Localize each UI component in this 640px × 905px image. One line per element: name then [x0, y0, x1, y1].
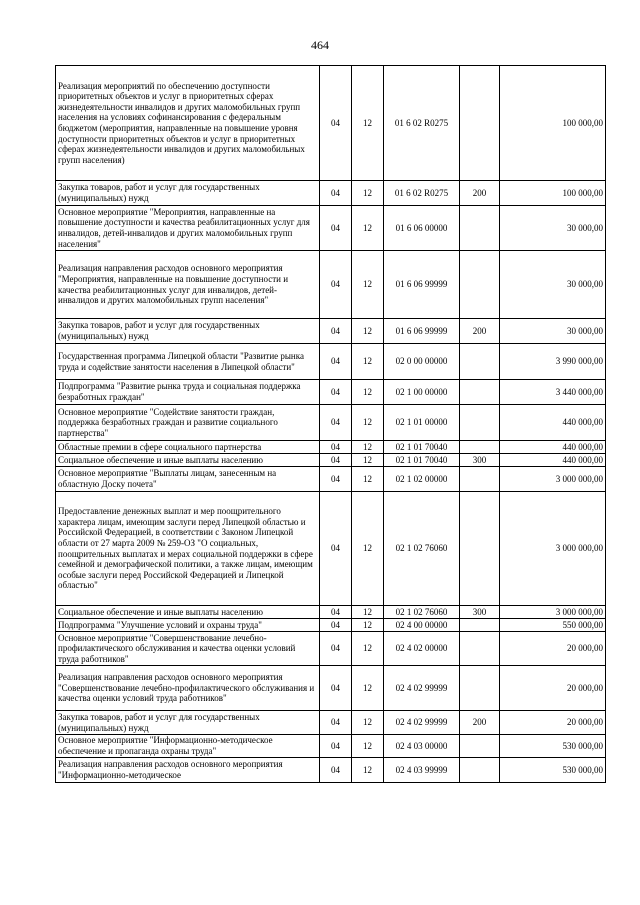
- section-code-cell: 04: [320, 606, 352, 619]
- section-code-cell: 04: [320, 66, 352, 181]
- subsection-code-cell: 12: [352, 380, 384, 405]
- expense-type-cell: [460, 251, 500, 319]
- expense-type-cell: [460, 344, 500, 380]
- amount-cell: 20 000,00: [500, 711, 606, 735]
- purpose-cell: Основное мероприятие "Мероприятия, направленные на повышение доступности и качества реабилитационных услуг для инвалидов, детей-инвалидов и других маломобильных групп населения": [56, 206, 320, 251]
- expense-type-cell: [460, 735, 500, 758]
- purpose-cell: Закупка товаров, работ и услуг для государственных (муниципальных) нужд: [56, 711, 320, 735]
- table-row: [56, 467, 606, 492]
- section-code-cell: 04: [320, 711, 352, 735]
- expense-type-cell: [460, 632, 500, 666]
- expense-type-cell: 300: [460, 606, 500, 619]
- purpose-cell: Основное мероприятие "Выплаты лицам, занесенным на областную Доску почета": [56, 467, 320, 492]
- section-code-cell: 04: [320, 492, 352, 606]
- table-row: [56, 758, 606, 783]
- section-code-cell: 04: [320, 181, 352, 206]
- target-article-cell: 02 1 01 70040: [384, 454, 460, 467]
- section-code-cell: 04: [320, 454, 352, 467]
- subsection-code-cell: 12: [352, 344, 384, 380]
- subsection-code-cell: 12: [352, 441, 384, 454]
- amount-cell: 30 000,00: [500, 206, 606, 251]
- section-code-cell: 04: [320, 441, 352, 454]
- expense-type-cell: 300: [460, 454, 500, 467]
- amount-cell: 100 000,00: [500, 181, 606, 206]
- amount-cell: 20 000,00: [500, 632, 606, 666]
- table-row: [56, 632, 606, 666]
- amount-cell: 3 000 000,00: [500, 492, 606, 606]
- expense-type-cell: [460, 405, 500, 441]
- expense-type-cell: [460, 492, 500, 606]
- purpose-cell: Подпрограмма "Развитие рынка труда и социальная поддержка безработных граждан": [56, 380, 320, 405]
- table-row: [56, 666, 606, 711]
- target-article-cell: 01 6 06 00000: [384, 206, 460, 251]
- purpose-cell: Основное мероприятие "Информационно-методическое обеспечение и пропаганда охраны труда": [56, 735, 320, 758]
- target-article-cell: 02 1 01 00000: [384, 405, 460, 441]
- section-code-cell: 04: [320, 619, 352, 632]
- expense-type-cell: 200: [460, 319, 500, 344]
- table-row: [56, 380, 606, 405]
- target-article-cell: 02 4 00 00000: [384, 619, 460, 632]
- table-row: [56, 441, 606, 454]
- amount-cell: 440 000,00: [500, 405, 606, 441]
- target-article-cell: 02 1 02 00000: [384, 467, 460, 492]
- table-row: [56, 735, 606, 758]
- section-code-cell: 04: [320, 251, 352, 319]
- purpose-cell: Реализация мероприятий по обеспечению доступности приоритетных объектов и услуг в приоритетных сферах жизнедеятельности инвалидов и других маломобильных групп населения на условиях софинансирования с федеральным бюджетом (мероприятия, направленные на повышение уровня доступности приоритетных объектов и услуг в приоритетных сферах жизнедеятельности инвалидов и других маломобильных групп населения): [56, 66, 320, 181]
- section-code-cell: 04: [320, 344, 352, 380]
- expense-type-cell: [460, 619, 500, 632]
- target-article-cell: 02 1 00 00000: [384, 380, 460, 405]
- expense-type-cell: [460, 441, 500, 454]
- purpose-cell: Предоставление денежных выплат и мер поощрительного характера лицам, имеющим заслуги перед Липецкой областью и Российской Федерацией, в соответствии с Законом Липецкой области от 27 марта 2009 № 259-ОЗ "О социальных, поощрительных выплатах и мерах социальной поддержки в сфере семейной и демографической политики, а также лицам, имеющим особые заслуги перед Российской Федерацией и Липецкой областью": [56, 492, 320, 606]
- budget-table: [55, 65, 606, 783]
- subsection-code-cell: 12: [352, 251, 384, 319]
- target-article-cell: 02 1 02 76060: [384, 492, 460, 606]
- amount-cell: 20 000,00: [500, 666, 606, 711]
- target-article-cell: 02 4 02 00000: [384, 632, 460, 666]
- target-article-cell: 02 4 03 99999: [384, 758, 460, 783]
- target-article-cell: 01 6 02 R0275: [384, 181, 460, 206]
- subsection-code-cell: 12: [352, 606, 384, 619]
- section-code-cell: 04: [320, 758, 352, 783]
- subsection-code-cell: 12: [352, 181, 384, 206]
- table-row: [56, 206, 606, 251]
- table-row: [56, 251, 606, 319]
- amount-cell: 440 000,00: [500, 454, 606, 467]
- target-article-cell: 02 1 01 70040: [384, 441, 460, 454]
- target-article-cell: 02 0 00 00000: [384, 344, 460, 380]
- purpose-cell: Реализация направления расходов основного мероприятия "Мероприятия, направленные на повышение доступности и качества реабилитационных услуг для инвалидов, детей-инвалидов и других маломобильных групп населения": [56, 251, 320, 319]
- amount-cell: 3 000 000,00: [500, 467, 606, 492]
- section-code-cell: 04: [320, 735, 352, 758]
- table-row: [56, 492, 606, 606]
- subsection-code-cell: 12: [352, 619, 384, 632]
- table-row: [56, 606, 606, 619]
- amount-cell: 530 000,00: [500, 735, 606, 758]
- table-row: [56, 454, 606, 467]
- table-row: [56, 405, 606, 441]
- section-code-cell: 04: [320, 380, 352, 405]
- purpose-cell: Основное мероприятие "Содействие занятости граждан, поддержка безработных граждан и развитие социального партнерства": [56, 405, 320, 441]
- purpose-cell: Государственная программа Липецкой области "Развитие рынка труда и содействие занятости населения в Липецкой области": [56, 344, 320, 380]
- amount-cell: 550 000,00: [500, 619, 606, 632]
- subsection-code-cell: 12: [352, 206, 384, 251]
- subsection-code-cell: 12: [352, 711, 384, 735]
- page-number: 464: [311, 38, 329, 52]
- expense-type-cell: 200: [460, 711, 500, 735]
- target-article-cell: 02 1 02 76060: [384, 606, 460, 619]
- expense-type-cell: [460, 666, 500, 711]
- purpose-cell: Реализация направления расходов основного мероприятия "Совершенствование лечебно-профилактического обслуживания и качества оценки условий труда работников": [56, 666, 320, 711]
- purpose-cell: Закупка товаров, работ и услуг для государственных (муниципальных) нужд: [56, 319, 320, 344]
- table-row: [56, 619, 606, 632]
- subsection-code-cell: 12: [352, 467, 384, 492]
- subsection-code-cell: 12: [352, 666, 384, 711]
- subsection-code-cell: 12: [352, 758, 384, 783]
- purpose-cell: Реализация направления расходов основного мероприятия "Информационно-методическое: [56, 758, 320, 783]
- section-code-cell: 04: [320, 666, 352, 711]
- purpose-cell: Социальное обеспечение и иные выплаты населению: [56, 606, 320, 619]
- section-code-cell: 04: [320, 206, 352, 251]
- table-row: [56, 344, 606, 380]
- target-article-cell: 02 4 02 99999: [384, 666, 460, 711]
- amount-cell: 30 000,00: [500, 319, 606, 344]
- target-article-cell: 02 4 02 99999: [384, 711, 460, 735]
- expense-type-cell: [460, 66, 500, 181]
- expense-type-cell: 200: [460, 181, 500, 206]
- subsection-code-cell: 12: [352, 405, 384, 441]
- table-row: [56, 66, 606, 181]
- purpose-cell: Закупка товаров, работ и услуг для государственных (муниципальных) нужд: [56, 181, 320, 206]
- subsection-code-cell: 12: [352, 735, 384, 758]
- expense-type-cell: [460, 206, 500, 251]
- expense-type-cell: [460, 467, 500, 492]
- subsection-code-cell: 12: [352, 454, 384, 467]
- purpose-cell: Социальное обеспечение и иные выплаты населению: [56, 454, 320, 467]
- subsection-code-cell: 12: [352, 492, 384, 606]
- purpose-cell: Областные премии в сфере социального партнерства: [56, 441, 320, 454]
- subsection-code-cell: 12: [352, 66, 384, 181]
- target-article-cell: 01 6 02 R0275: [384, 66, 460, 181]
- expense-type-cell: [460, 758, 500, 783]
- target-article-cell: 01 6 06 99999: [384, 251, 460, 319]
- subsection-code-cell: 12: [352, 632, 384, 666]
- purpose-cell: Подпрограмма "Улучшение условий и охраны труда": [56, 619, 320, 632]
- target-article-cell: 02 4 03 00000: [384, 735, 460, 758]
- amount-cell: 3 000 000,00: [500, 606, 606, 619]
- purpose-cell: Основное мероприятие "Совершенствование лечебно-профилактического обслуживания и качества оценки условий труда работников": [56, 632, 320, 666]
- subsection-code-cell: 12: [352, 319, 384, 344]
- amount-cell: 100 000,00: [500, 66, 606, 181]
- table-row: [56, 181, 606, 206]
- table-row: [56, 319, 606, 344]
- section-code-cell: 04: [320, 319, 352, 344]
- target-article-cell: 01 6 06 99999: [384, 319, 460, 344]
- amount-cell: 3 440 000,00: [500, 380, 606, 405]
- expense-type-cell: [460, 380, 500, 405]
- amount-cell: 440 000,00: [500, 441, 606, 454]
- section-code-cell: 04: [320, 405, 352, 441]
- table-body: [56, 66, 606, 783]
- amount-cell: 530 000,00: [500, 758, 606, 783]
- table-row: [56, 711, 606, 735]
- amount-cell: 30 000,00: [500, 251, 606, 319]
- amount-cell: 3 990 000,00: [500, 344, 606, 380]
- section-code-cell: 04: [320, 632, 352, 666]
- section-code-cell: 04: [320, 467, 352, 492]
